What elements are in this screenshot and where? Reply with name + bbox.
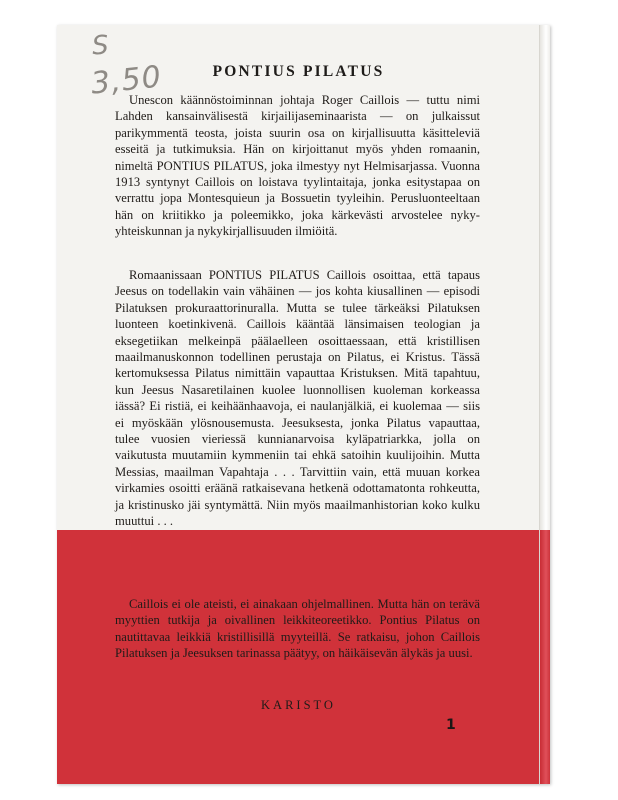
blurb-paragraph-3 — [115, 596, 480, 662]
spine-red-band — [540, 530, 550, 784]
handwritten-price: 3,50 — [89, 59, 164, 102]
book-back-cover — [57, 25, 550, 784]
cover-title: PONTIUS PILATUS — [212, 63, 385, 80]
blurb-paragraph-1 — [115, 92, 480, 240]
page-number: 1 — [446, 717, 456, 733]
blurb-paragraph-2 — [115, 267, 480, 530]
paragraph-text: Unescon käännöstoiminnan johtaja Roger Caillois — tuttu nimi Lahden kansainvälisestä kirjailijaseminaarista — on julkaissut parikymmentä teosta, joista suurin osa on kirjallisuutta käsitteleviä esseitä ja tutkimuksia. Hän on kirjoittanut myös yhden romaanin, nimeltä PONTIUS PILATUS, joka ilmestyy nyt Helmisarjassa. Vuonna 1913 syntynyt Caillois on loistava tyylintaitaja, jonka esitystapaa on verrattu jopa Montesquieun ja Bossuetin tyyleihin. Perusluonteeltaan hän on kriitikko ja poleemikko, joka kärkevästi arvostelee nyky-yhteiskunnan ja nykykirjallisuuden ilmiöitä. — [115, 93, 480, 239]
publisher-name: KARISTO — [261, 698, 336, 712]
paragraph-text: Caillois ei ole ateisti, ei ainakaan ohjelmallinen. Mutta hän on terävä myyttien tutkija ja oivallinen leikkiteoreetikko. Pontius Pilatus on nautittavaa leikkiä kristillisillä myyteillä. Se ratkaisu, johon Caillois Pilatuksen ja Jeesuksen tarinassa päätyy, on häikäisevän älykäs ja uusi. — [115, 597, 480, 661]
handwritten-mark: S — [90, 30, 110, 62]
book-spine-edge — [539, 25, 550, 784]
paragraph-text: Romaanissaan PONTIUS PILATUS Caillois osoittaa, että tapaus Jeesus on todellakin vain vähäinen — jos kohta kiusallinen — episodi Pilatuksen prokuraattorinuralla. Mutta se tulee tärkeäksi Pilatuksen luonteen koetinkivenä. Caillois kääntää länsimaisen teologian ja eksegetiikan melkeinpä päälaelleen osoittaessaan, että kristillisen maailmanuskonnon todellinen perustaja on Pilatus, ei Kristus. Tässä kertomuksessa Pilatus nimittäin vapauttaa Kristuksen. Mitä tapahtuu, kun Jeesus Nasaretilainen kuolee luonnollisen kuoleman korkeassa iässä? Ei ristiä, ei keihäänhaavoja, ei naulanjälkiä, ei kuolemaa — siis ei myöskään ylösnousemusta. Jeesuksesta, jonka Pilatus vapauttaa, tulee vuosien vieriessä kunnianarvoisa kyläpatriarkka, jolla on vaikutusta muutamiin kymmeniin tai ehkä satoihin kuulijoihin. Mutta Messias, maailman Vapahtaja . . . Tarvittiin vain, että muuan korkea virkamies osoitti eräänä ratkaisevana hetkenä odottamatonta rohkeutta, ja kristinusko jäi syntymättä. Niin myös maailmanhistorian koko kulku muuttui . . . — [115, 268, 480, 529]
